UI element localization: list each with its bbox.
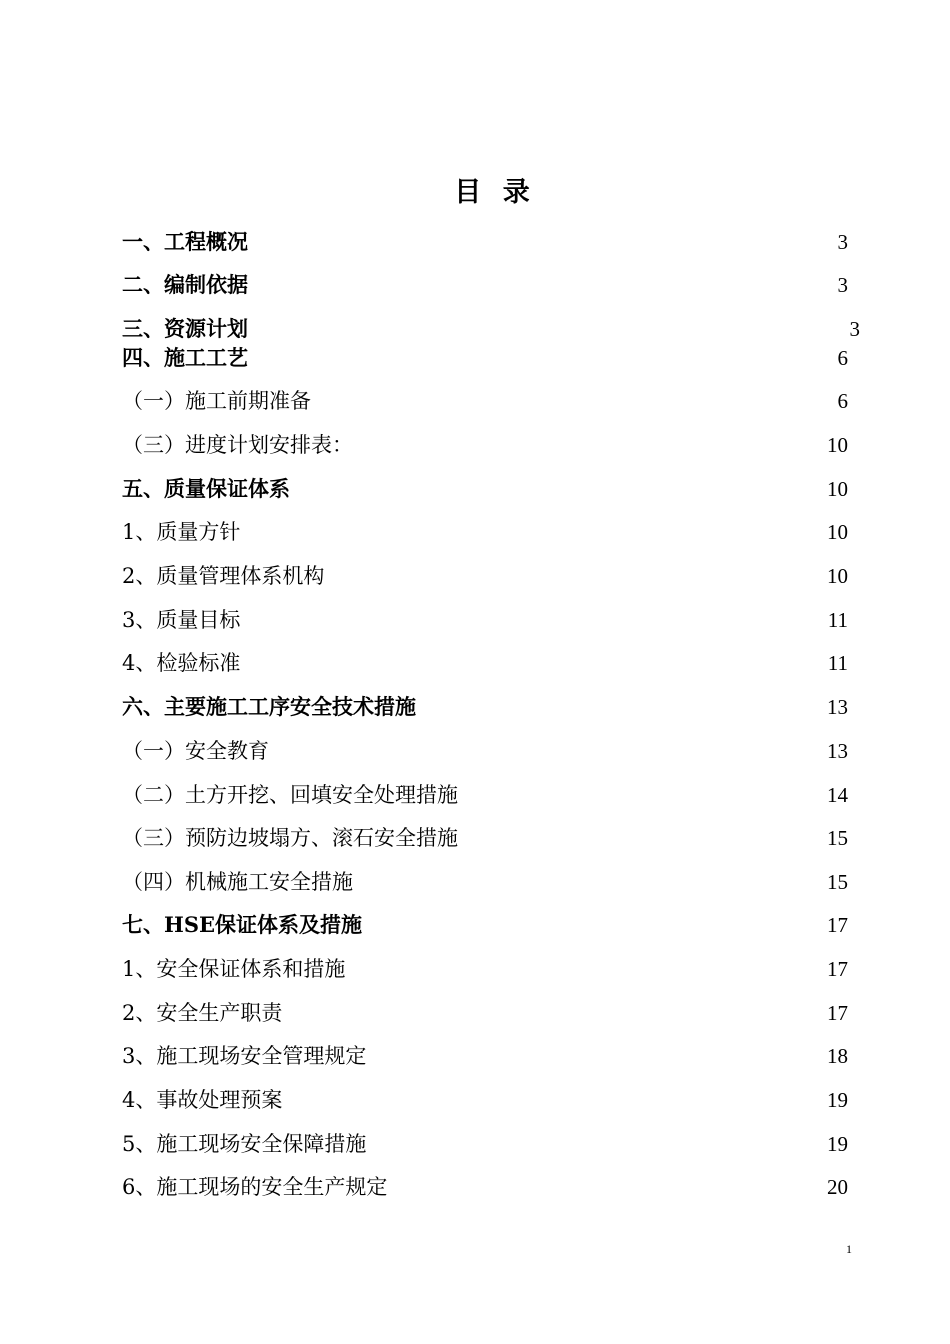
toc-entry[interactable] bbox=[122, 270, 848, 300]
toc-entry-label: 3、施工现场安全管理规定 bbox=[122, 1044, 367, 1068]
toc-entry-page: 10 bbox=[827, 433, 848, 457]
toc-entry[interactable] bbox=[122, 736, 848, 766]
toc-entry-label: （三）预防边坡塌方、滚石安全措施 bbox=[122, 826, 458, 850]
toc-entry-page: 10 bbox=[827, 564, 848, 588]
toc-entry-label: 五、质量保证体系 bbox=[122, 476, 290, 501]
page-number: 1 bbox=[846, 1242, 852, 1256]
toc-entry-page: 19 bbox=[827, 1088, 848, 1112]
toc-entry[interactable] bbox=[122, 227, 848, 257]
toc-entry[interactable] bbox=[122, 780, 848, 810]
toc-entry[interactable] bbox=[122, 1041, 848, 1071]
toc-entry-page: 15 bbox=[827, 826, 848, 850]
toc-entry-label: 2、安全生产职责 bbox=[122, 1001, 283, 1025]
toc-entry[interactable] bbox=[122, 517, 848, 547]
toc-entry-page: 14 bbox=[827, 783, 848, 807]
toc-entry-page: 3 bbox=[837, 230, 848, 254]
toc-entry-label: 一、工程概况 bbox=[122, 229, 248, 254]
toc-entry-page: 17 bbox=[827, 913, 848, 937]
toc-entry-label: 6、施工现场的安全生产规定 bbox=[122, 1175, 388, 1199]
toc-entry[interactable] bbox=[122, 561, 848, 591]
toc-entry-page: 17 bbox=[827, 957, 848, 981]
toc-entry-page: 19 bbox=[827, 1132, 848, 1156]
toc-entry-label: 1、质量方针 bbox=[122, 520, 241, 544]
toc-entry-label: （一）安全教育 bbox=[122, 739, 269, 763]
toc-entry-page: 3 bbox=[837, 273, 848, 297]
toc-entry-label: 四、施工工艺 bbox=[122, 345, 248, 370]
toc-entry-page: 17 bbox=[827, 1001, 848, 1025]
toc-entry[interactable] bbox=[122, 1085, 848, 1115]
toc-entry[interactable] bbox=[122, 823, 848, 853]
toc-entry-label: 3、质量目标 bbox=[122, 608, 241, 632]
toc-entry-page: 13 bbox=[827, 739, 848, 763]
toc-entry-label: 二、编制依据 bbox=[122, 272, 248, 297]
toc-entry-page: 3 bbox=[849, 317, 860, 341]
toc-entry-page: 18 bbox=[827, 1044, 848, 1068]
toc-entry-page: 10 bbox=[827, 477, 848, 501]
toc-entry[interactable] bbox=[122, 998, 848, 1028]
toc-entry-label: 4、检验标准 bbox=[122, 651, 241, 675]
toc-entry-label: （三）进度计划安排表： bbox=[122, 433, 353, 457]
toc-entry[interactable] bbox=[122, 474, 848, 504]
toc-entry[interactable] bbox=[122, 1129, 848, 1159]
toc-entry[interactable] bbox=[122, 1172, 848, 1202]
toc-entry-label: 六、主要施工工序安全技术措施 bbox=[122, 694, 416, 719]
toc-entry-label: （四）机械施工安全措施 bbox=[122, 870, 353, 894]
toc-entry-page: 20 bbox=[827, 1175, 848, 1199]
toc-entry-label: 1、安全保证体系和措施 bbox=[122, 957, 346, 981]
toc-title: 目 录 bbox=[454, 177, 536, 208]
toc-entry-label: 七、HSE保证体系及措施 bbox=[122, 912, 363, 937]
toc-entry-label: 5、施工现场安全保障措施 bbox=[122, 1132, 367, 1156]
toc-entry-page: 11 bbox=[827, 608, 848, 632]
toc-entry-label: 三、资源计划 bbox=[122, 316, 248, 341]
toc-entry[interactable] bbox=[122, 386, 848, 416]
toc-entry[interactable] bbox=[122, 867, 848, 897]
toc-entry-label: 2、质量管理体系机构 bbox=[122, 564, 325, 588]
toc-entry-page: 10 bbox=[827, 520, 848, 544]
toc-entry[interactable] bbox=[122, 648, 848, 678]
toc-entry-page: 13 bbox=[827, 695, 848, 719]
toc-entry[interactable] bbox=[122, 343, 848, 373]
toc-entry[interactable] bbox=[122, 692, 848, 722]
toc-entry[interactable] bbox=[122, 314, 860, 344]
toc-entry-page: 6 bbox=[837, 346, 848, 370]
toc-entry[interactable] bbox=[122, 954, 848, 984]
toc-entry-page: 11 bbox=[827, 651, 848, 675]
toc-entry-label: （一）施工前期准备 bbox=[122, 389, 311, 413]
toc-entry[interactable] bbox=[122, 910, 848, 940]
toc-entry[interactable] bbox=[122, 430, 848, 460]
toc-entry-label: （二）土方开挖、回填安全处理措施 bbox=[122, 783, 458, 807]
toc-entry-label: 4、事故处理预案 bbox=[122, 1088, 283, 1112]
toc-entry-page: 15 bbox=[827, 870, 848, 894]
toc-entry-page: 6 bbox=[837, 389, 848, 413]
toc-entry[interactable] bbox=[122, 605, 848, 635]
